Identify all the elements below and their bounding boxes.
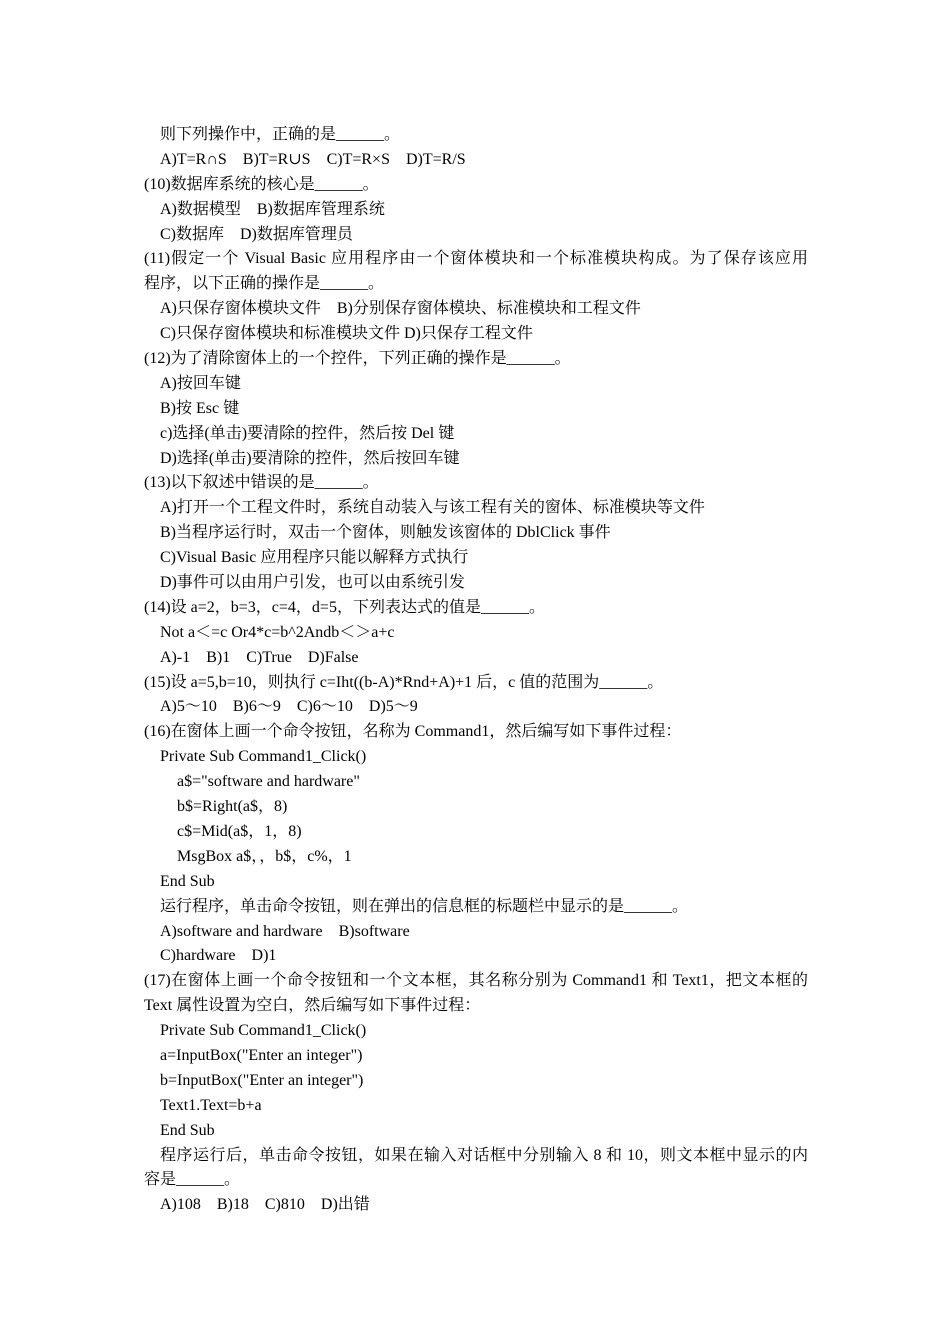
text-line: Private Sub Command1_Click(): [160, 1022, 367, 1040]
text-line: 运行程序，单击命令按钮，则在弹出的信息框的标题栏中显示的是______。: [160, 897, 689, 915]
text-line: B)按 Esc 键: [160, 399, 240, 417]
document-body: [144, 123, 808, 1218]
text-line: 则下列操作中，正确的是______。: [160, 126, 401, 143]
text-line: A)108 B)18 C)810 D)出错: [160, 1196, 370, 1214]
text-line: End Sub: [160, 1121, 215, 1139]
text-line: Private Sub Command1_Click(): [160, 748, 367, 766]
text-line: A)打开一个工程文件时，系统自动装入与该工程有关的窗体、标准模块等文件: [160, 499, 705, 517]
text-line: End Sub: [160, 872, 215, 890]
text-line: D)选择(单击)要清除的控件，然后按回车键: [160, 449, 460, 467]
text-line: A)只保存窗体模块文件 B)分别保存窗体模块、标准模块和工程文件: [160, 300, 641, 318]
text-line: B)当程序运行时，双击一个窗体，则触发该窗体的 DblClick 事件: [160, 524, 611, 542]
text-line: a=InputBox("Enter an integer"): [160, 1046, 363, 1064]
text-line: C)hardware D)1: [160, 947, 277, 965]
text-line: MsgBox a$，，b$，c%，1: [177, 847, 352, 865]
text-line: (14)设 a=2，b=3，c=4，d=5，下列表达式的值是______。: [144, 598, 545, 616]
text-line: A)按回车键: [160, 374, 241, 392]
text-line: Text1.Text=b+a: [160, 1096, 262, 1114]
text-line: (13)以下叙述中错误的是______。: [144, 474, 379, 492]
text-line: C)只保存窗体模块和标准模块文件 D)只保存工程文件: [160, 325, 533, 343]
text-line: b=InputBox("Enter an integer"): [160, 1071, 364, 1089]
text-line: (11)假定一个 Visual Basic 应用程序由一个窗体模块和一个标准模块构成。为了保存该应用: [144, 250, 808, 268]
text-line: c$=Mid(a$，1，8): [177, 822, 302, 840]
text-line: (17)在窗体上画一个命令按钮和一个文本框，其名称分别为 Command1 和 Text1，把文本框的: [144, 972, 808, 990]
text-line: a$="software and hardware": [177, 773, 360, 791]
text-line: b$=Right(a$，8): [177, 798, 288, 816]
text-line: (12)为了清除窗体上的一个控件，下列正确的操作是______。: [144, 350, 571, 368]
text-line: A)T=R∩S B)T=R∪S C)T=R×S D)T=R/S: [160, 150, 466, 168]
text-line: 容是______。: [144, 1171, 241, 1189]
text-line: A)software and hardware B)software: [160, 922, 410, 940]
text-line: c)选择(单击)要清除的控件，然后按 Del 键: [160, 424, 455, 442]
text-line: D)事件可以由用户引发，也可以由系统引发: [160, 574, 465, 592]
text-line: 程序运行后，单击命令按钮，如果在输入对话框中分别输入 8 和 10，则文本框中显示的内: [160, 1146, 808, 1164]
text-line: Not a＜=c Or4*c=b^2Andb＜＞a+c: [160, 623, 395, 641]
text-line: C)Visual Basic 应用程序只能以解释方式执行: [160, 549, 469, 567]
text-line: 程序，以下正确的操作是______。: [144, 275, 385, 293]
text-line: A)-1 B)1 C)True D)False: [160, 648, 359, 666]
text-line: (15)设 a=5,b=10，则执行 c=Iht((b-A)*Rnd+A)+1 后，c 值的范围为______。: [144, 673, 664, 691]
text-line: Text 属性设置为空白，然后编写如下事件过程：: [144, 997, 481, 1015]
text-line: (10)数据库系统的核心是______。: [144, 175, 379, 193]
text-line: C)数据库 D)数据库管理员: [160, 225, 353, 243]
text-line: A)5～10 B)6～9 C)6～10 D)5～9: [160, 698, 418, 716]
text-line: A)数据模型 B)数据库管理系统: [160, 200, 385, 218]
text-line: (16)在窗体上画一个命令按钮，名称为 Command1，然后编写如下事件过程：: [144, 723, 682, 741]
